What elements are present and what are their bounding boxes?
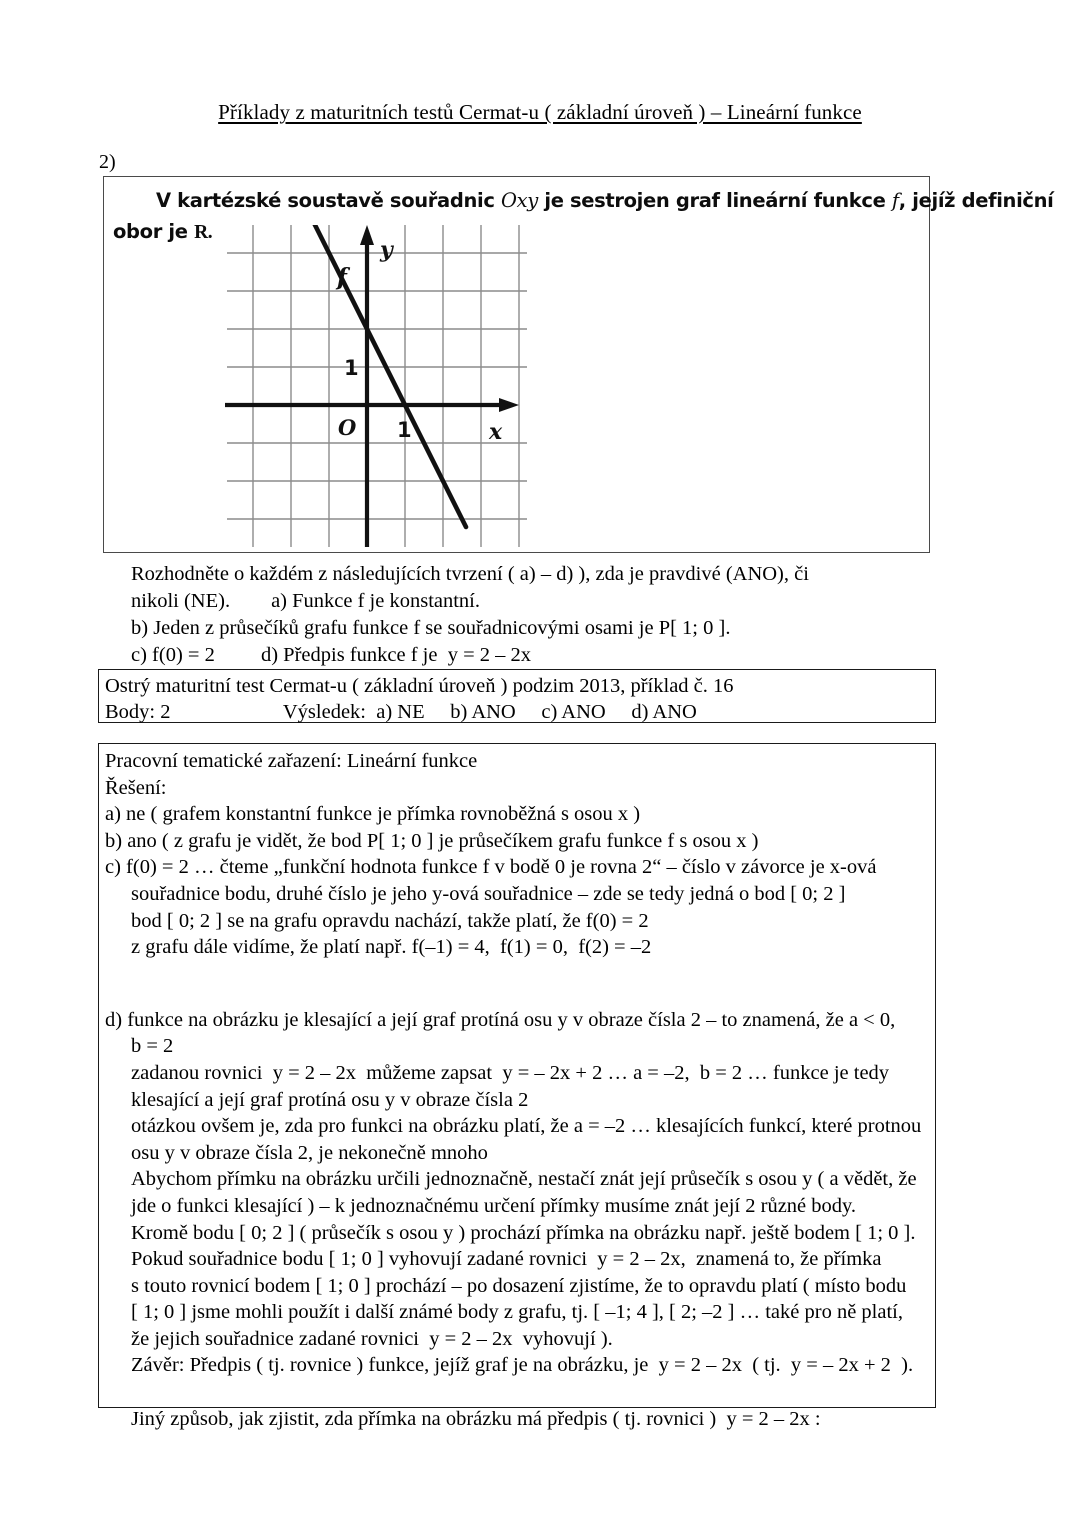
y-axis-label: y bbox=[380, 237, 393, 263]
solution-line: že jejich souřadnice zadané rovnici y = 2 – 2x vyhovují ). bbox=[131, 1327, 613, 1350]
statement-line: nikoli (NE). a) Funkce f je konstantní. bbox=[131, 590, 481, 612]
solution-line: jde o funkci klesající ) – k jednoznačnému určení přímky musíme znát její 2 různé body. bbox=[131, 1194, 857, 1217]
solution-line: Pracovní tematické zařazení: Lineární funkce bbox=[105, 750, 478, 772]
figure-prompt-f: f bbox=[891, 189, 899, 212]
solution-line: Pokud souřadnice bodu [ 1; 0 ] vyhovují zadané rovnici y = 2 – 2x, znamená to, že přímka bbox=[131, 1248, 882, 1271]
x-tick-label-1: 1 bbox=[397, 418, 412, 442]
page-title-text: Příklady z maturitních testů Cermat-u ( základní úroveň ) – Lineární funkce bbox=[218, 100, 862, 124]
solution-line: [ 1; 0 ] jsme mohli použít i další známé body z grafu, tj. [ –1; 4 ], [ 2; –2 ] … také pro ně platí, bbox=[131, 1301, 903, 1324]
solution-line: Jiný způsob, jak zjistit, zda přímka na obrázku má předpis ( tj. rovnici ) y = 2 – 2x : bbox=[131, 1407, 821, 1430]
solution-line: Řešení: bbox=[105, 776, 167, 799]
solution-line: b = 2 bbox=[131, 1035, 174, 1058]
x-axis-label: x bbox=[489, 419, 503, 445]
solution-line: Kromě bodu [ 0; 2 ] ( průsečík s osou y ) prochází přímka na obrázku např. ještě bodem [ 1; 0 ]. bbox=[131, 1221, 916, 1244]
solution-line: z grafu dále vidíme, že platí např. f(–1) = 4, f(1) = 0, f(2) = –2 bbox=[131, 936, 652, 959]
figure-prompt-domain-r: R. bbox=[194, 222, 213, 243]
solution-line: a) ne ( grafem konstantní funkce je přímka rovnoběžná s osou x ) bbox=[105, 803, 641, 826]
page-title bbox=[0, 100, 1080, 125]
solution-line: klesající a její graf protíná osu y v obraze čísla 2 bbox=[131, 1088, 529, 1111]
figure-prompt-part-b: je sestrojen graf lineární funkce bbox=[537, 189, 892, 212]
statement-line: b) Jeden z průsečíků grafu funkce f se souřadnicovými osami je P[ 1; 0 ]. bbox=[131, 617, 731, 639]
solution-line: zadanou rovnici y = 2 – 2x můžeme zapsat y = – 2x + 2 … a = –2, b = 2 … funkce je tedy bbox=[131, 1061, 890, 1084]
grid-lines bbox=[227, 225, 527, 547]
solution-line: osu y v obraze čísla 2, je nekonečně mnoho bbox=[131, 1141, 488, 1164]
source-answer-box bbox=[98, 669, 936, 723]
solution-line: s touto rovnicí bodem [ 1; 0 ] prochází – po dosazení zjistíme, že to opravdu platí ( místo bodu bbox=[131, 1274, 907, 1297]
solution-line: d) funkce na obrázku je klesající a její graf protíná osu y v obraze čísla 2 – to znamená, že a < 0, bbox=[105, 1008, 896, 1031]
x-axis-arrow bbox=[499, 398, 519, 412]
figure-prompt-line-2 bbox=[113, 220, 212, 244]
y-axis-arrow bbox=[360, 225, 374, 245]
figure-prompt-oxy: Oxy bbox=[500, 189, 538, 212]
solution-line: Abychom přímku na obrázku určili jednoznačně, nestačí znát její průsečík s osou y ( a vědět, že bbox=[131, 1168, 917, 1191]
solution-spacer bbox=[105, 961, 935, 1007]
figure-prompt-part-d: obor je bbox=[113, 220, 195, 243]
solution-line: c) f(0) = 2 … čteme „funkční hodnota funkce f v bodě 0 je rovna 2“ – číslo v závorce je x-ová bbox=[105, 856, 877, 879]
y-tick-label-1: 1 bbox=[344, 356, 359, 380]
solution-spacer bbox=[105, 1379, 935, 1406]
figure-box bbox=[103, 176, 1054, 553]
figure-prompt-part-a: V kartézské soustavě souřadnic bbox=[156, 189, 501, 212]
origin-label: O bbox=[338, 415, 357, 440]
statement-block bbox=[131, 561, 931, 669]
solution-box bbox=[98, 743, 936, 1430]
linear-function-graph bbox=[217, 225, 527, 547]
solution-lines bbox=[105, 748, 935, 1432]
function-label-f: f bbox=[337, 264, 347, 291]
figure-prompt-part-c: , jejíž definiční bbox=[898, 189, 1054, 212]
source-line: Ostrý maturitní test Cermat-u ( základní úroveň ) podzim 2013, příklad č. 16 bbox=[105, 675, 734, 697]
statement-line: c) f(0) = 2 d) Předpis funkce f je y = 2 – 2x bbox=[131, 644, 532, 666]
solution-line: Závěr: Předpis ( tj. rovnice ) funkce, jejíž graf je na obrázku, je y = 2 – 2x ( tj. y = – 2x + 2 ). bbox=[131, 1354, 914, 1377]
solution-line: souřadnice bodu, druhé číslo je jeho y-ová souřadnice – zde se tedy jedná o bod [ 0; 2 ] bbox=[131, 882, 846, 905]
statement-line: Rozhodněte o každém z následujících tvrzení ( a) – d) ), zda je pravdivé (ANO), či bbox=[131, 563, 809, 585]
answer-line: Body: 2 Výsledek: a) NE b) ANO c) ANO d) ANO bbox=[105, 701, 697, 723]
solution-line: b) ano ( z grafu je vidět, že bod P[ 1; 0 ] je průsečíkem grafu funkce f s osou x ) bbox=[105, 829, 759, 852]
solution-line: bod [ 0; 2 ] se na grafu opravdu nachází, takže platí, že f(0) = 2 bbox=[131, 909, 649, 932]
figure-prompt-line-1 bbox=[156, 189, 1054, 212]
problem-number: 2) bbox=[99, 151, 116, 173]
solution-line: otázkou ovšem je, zda pro funkci na obrázku platí, že a = –2 … klesajících funkcí, které protnou bbox=[131, 1115, 922, 1138]
